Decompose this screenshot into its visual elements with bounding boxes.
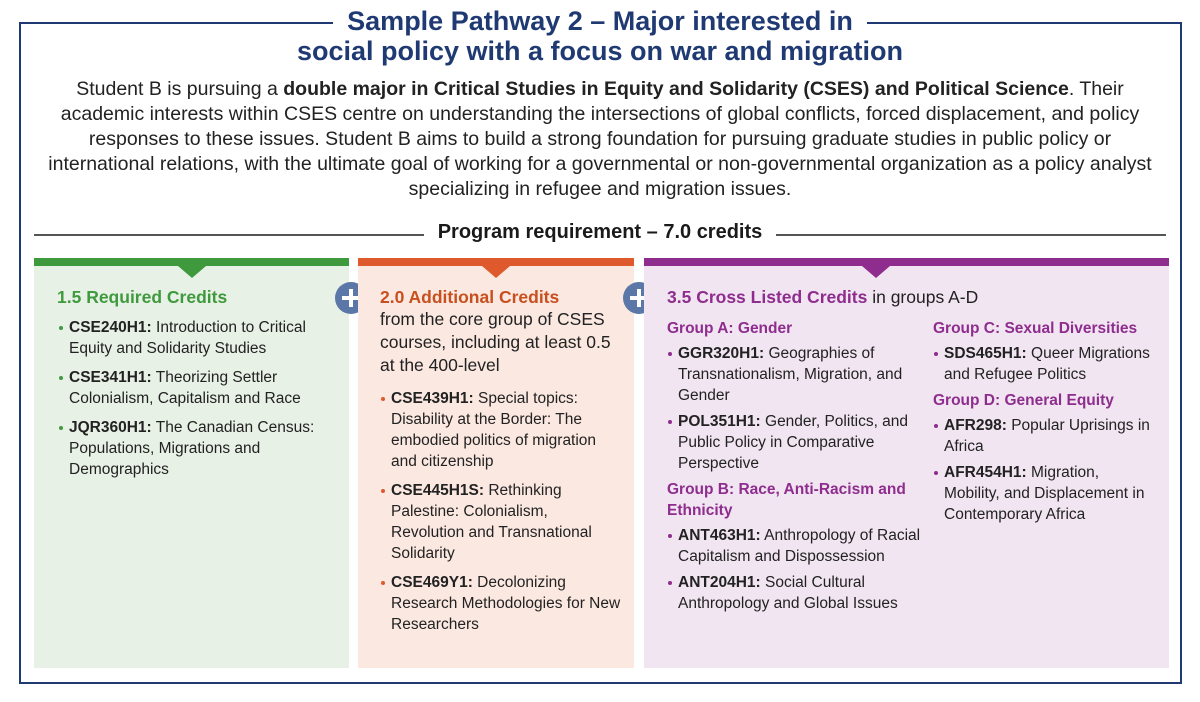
course-code: SDS465H1:: [944, 345, 1027, 362]
title-line-1: Sample Pathway 2 – Major interested in: [333, 6, 867, 36]
required-notch: [178, 266, 206, 278]
cross-listed-panel: [644, 258, 1169, 668]
cross-listed-notch: [862, 266, 890, 278]
intro-bold: double major in Critical Studies in Equity and Solidarity (CSES) and Political Science: [283, 78, 1069, 100]
group-c-title: Group C: Sexual Diversities: [933, 320, 1138, 337]
course-title: Migration, Mobility, and Displacement in Contemporary Africa: [944, 464, 1145, 523]
course-code: JQR360H1:: [69, 419, 152, 436]
course-code: POL351H1:: [678, 413, 761, 430]
course-code: CSE240H1:: [69, 319, 152, 336]
list-item: [933, 415, 1158, 457]
group-b: [667, 479, 922, 614]
group-c: [933, 318, 1158, 385]
group-a-title: Group A: Gender: [667, 320, 793, 337]
list-item: [667, 525, 922, 567]
course-title: Popular Uprisings in Africa: [944, 417, 1150, 455]
additional-notch: [482, 266, 510, 278]
list-item: [380, 480, 625, 564]
course-title: Social Cultural Anthropology and Global Issues: [678, 574, 898, 612]
group-c-course-list: [933, 343, 1158, 385]
course-title: Anthropology of Racial Capitalism and Dispossession: [678, 527, 921, 565]
course-title: Introduction to Critical Equity and Solidarity Studies: [69, 319, 306, 357]
group-a: [667, 318, 922, 474]
list-item: [667, 572, 922, 614]
group-d: [933, 390, 1158, 525]
group-b-course-list: [667, 525, 922, 614]
course-title: The Canadian Census: Populations, Migrations and Demographics: [69, 419, 315, 478]
course-title: Special topics: Disability at the Border: The embodied politics of migration and citizenship: [391, 390, 597, 470]
additional-subheading: from the core group of CSES courses, including at least 0.5 at the 400-level: [380, 309, 611, 375]
additional-heading: 2.0 Additional Credits: [380, 287, 560, 307]
course-code: CSE469Y1:: [391, 574, 473, 591]
course-code: GGR320H1:: [678, 345, 765, 362]
course-title: Queer Migrations and Refugee Politics: [944, 345, 1150, 383]
requirement-label-text: Program requirement – 7.0 credits: [424, 221, 777, 243]
list-item: [933, 343, 1158, 385]
group-d-course-list: [933, 415, 1158, 525]
course-code: CSE341H1:: [69, 369, 152, 386]
required-credits-panel: [34, 258, 349, 668]
course-title: Geographies of Transnationalism, Migration, and Gender: [678, 345, 903, 404]
required-course-list: [58, 317, 343, 488]
title-line-2: social policy with a focus on war and migration: [283, 36, 917, 66]
course-code: CSE445H1S:: [391, 482, 485, 499]
course-code: AFR298:: [944, 417, 1007, 434]
course-code: ANT463H1:: [678, 527, 761, 544]
list-item: [58, 367, 343, 409]
list-item: [58, 417, 343, 480]
course-code: ANT204H1:: [678, 574, 761, 591]
course-code: CSE439H1:: [391, 390, 474, 407]
cross-listed-heading-main: 3.5 Cross Listed Credits: [667, 287, 868, 307]
list-item: [667, 343, 922, 406]
course-title: Gender, Politics, and Public Policy in Comparative Perspective: [678, 413, 909, 472]
cross-listed-heading: [667, 286, 978, 308]
additional-color-bar: [358, 258, 634, 266]
group-b-title: Group B: Race, Anti-Racism and Ethnicity: [667, 481, 906, 519]
additional-heading-block: [380, 286, 625, 377]
list-item: [380, 572, 625, 635]
course-title: Rethinking Palestine: Colonialism, Revolution and Transnational Solidarity: [391, 482, 592, 562]
course-title: Theorizing Settler Colonialism, Capitalism and Race: [69, 369, 301, 407]
list-item: [58, 317, 343, 359]
intro-text-start: Student B is pursuing a: [76, 78, 284, 100]
cross-listed-color-bar: [644, 258, 1169, 266]
cross-listed-left-column: [667, 318, 922, 619]
required-color-bar: [34, 258, 349, 266]
course-title: Decolonizing Research Methodologies for New Researchers: [391, 574, 621, 633]
course-code: AFR454H1:: [944, 464, 1027, 481]
page-title: [0, 6, 1200, 66]
list-item: [667, 411, 922, 474]
cross-listed-right-column: [933, 318, 1158, 530]
list-item: [380, 388, 625, 472]
list-item: [933, 462, 1158, 525]
requirement-label: [0, 219, 1200, 245]
intro-paragraph: [40, 77, 1160, 202]
additional-credits-panel: [358, 258, 634, 668]
additional-course-list: [380, 388, 625, 643]
group-a-course-list: [667, 343, 922, 474]
intro-text-rest: . Their academic interests within CSES centre on understanding the intersections of global conflicts, forced displacement, and policy responses to these issues. Student B aims to build a strong foundation for pursuing graduate studies in public policy or international relations, with the ultimate goal of working for a governmental or non-governmental organization as a policy analyst specializing in refugee and migration issues.: [48, 78, 1152, 200]
required-heading: 1.5 Required Credits: [57, 287, 228, 307]
group-d-title: Group D: General Equity: [933, 392, 1114, 409]
cross-listed-heading-rest: in groups A-D: [867, 287, 979, 307]
